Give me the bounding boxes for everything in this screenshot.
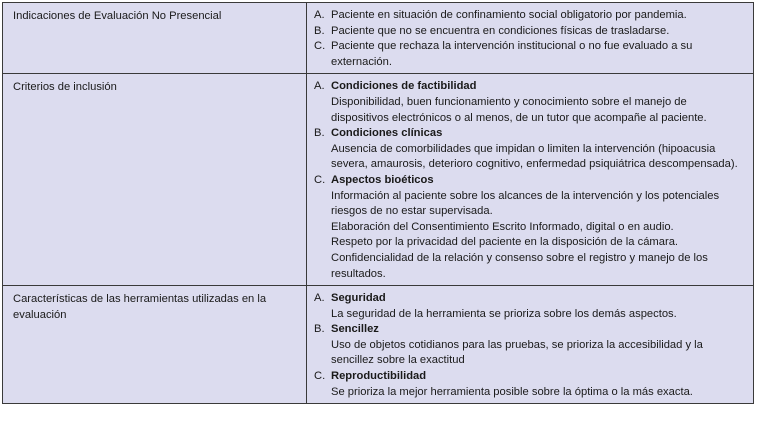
row-label: Criterios de inclusión bbox=[3, 74, 307, 286]
item-text: Paciente que no se encuentra en condiciones físicas de trasladarse. bbox=[331, 24, 670, 37]
section-heading bbox=[314, 173, 747, 189]
section-text: Elaboración del Consentimiento Escrito Informado, digital o en audio. bbox=[331, 220, 674, 233]
section-letter: A. bbox=[314, 292, 325, 305]
row-label: Características de las herramientas utilizadas en la evaluación bbox=[3, 286, 307, 404]
section-title: Aspectos bioéticos bbox=[331, 173, 434, 186]
section-heading bbox=[314, 369, 747, 385]
row-content bbox=[307, 3, 754, 74]
section-title: Sencillez bbox=[331, 323, 379, 336]
section-text: Se prioriza la mejor herramienta posible sobre la óptima o la más exacta. bbox=[331, 385, 693, 398]
section-heading bbox=[314, 126, 747, 142]
section-heading bbox=[314, 79, 747, 95]
section-letter: B. bbox=[314, 127, 325, 140]
item-text: Paciente en situación de confinamiento social obligatorio por pandemia. bbox=[331, 9, 687, 21]
section-heading bbox=[314, 322, 747, 338]
section-letter: C. bbox=[314, 370, 326, 383]
section-text: La seguridad de la herramienta se prioriza sobre los demás aspectos. bbox=[331, 307, 677, 320]
table-row bbox=[3, 286, 754, 404]
table-row bbox=[3, 3, 754, 74]
row-label: Indicaciones de Evaluación No Presencial bbox=[3, 3, 307, 74]
section-heading bbox=[314, 291, 747, 307]
list-item bbox=[314, 39, 747, 70]
section-title: Seguridad bbox=[331, 292, 386, 305]
section-letter: A. bbox=[314, 80, 325, 93]
section-text: Respeto por la privacidad del paciente en la disposición de la cámara. bbox=[331, 236, 679, 249]
section-letter: C. bbox=[314, 173, 326, 186]
section-text: Uso de objetos cotidianos para las pruebas, se prioriza la accesibilidad y la sencillez sobre la exactitud bbox=[331, 338, 703, 367]
list-item bbox=[314, 24, 747, 40]
table-row bbox=[3, 74, 754, 286]
row-content bbox=[307, 286, 754, 404]
criteria-table bbox=[2, 2, 754, 404]
item-letter: A. bbox=[314, 9, 325, 21]
item-text: Paciente que rechaza la intervención institucional o no fue evaluado a su externación. bbox=[331, 40, 693, 68]
item-letter: C. bbox=[314, 40, 326, 53]
list-item bbox=[314, 8, 747, 24]
section-text: Disponibilidad, buen funcionamiento y conocimiento sobre el manejo de dispositivos electrónicos o al menos, de un tutor que acompañe al paciente. bbox=[331, 95, 707, 124]
section-text: Información al paciente sobre los alcances de la intervención y los potenciales riesgos de no estar supervisada. bbox=[331, 189, 720, 218]
section-title: Condiciones clínicas bbox=[331, 127, 443, 140]
section-title: Reproductibilidad bbox=[331, 370, 427, 383]
item-letter: B. bbox=[314, 24, 325, 37]
section-title: Condiciones de factibilidad bbox=[331, 80, 477, 93]
section-text: Confidencialidad de la relación y consenso sobre el registro y manejo de los resultados. bbox=[331, 251, 708, 280]
section-text: Ausencia de comorbilidades que impidan o limiten la intervención (hipoacusia severa, amaurosis, deterioro cognitivo, enfermedad psiquiátrica descompensada). bbox=[331, 142, 738, 171]
row-content bbox=[307, 74, 754, 286]
section-letter: B. bbox=[314, 323, 325, 336]
